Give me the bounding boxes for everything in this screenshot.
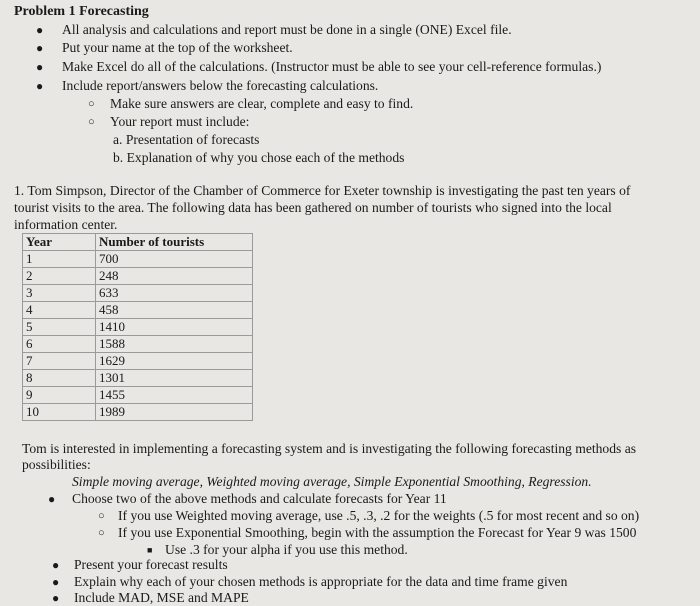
- bullet-icon: ●: [52, 591, 60, 605]
- year-cell: 1: [23, 251, 96, 268]
- tourists-cell: 700: [96, 251, 253, 268]
- alpha-note: Use .3 for your alpha if you use this method.: [165, 542, 408, 557]
- tourists-cell: 633: [96, 285, 253, 302]
- final-item: Include MAD, MSE and MAPE: [74, 590, 249, 605]
- header-year: Year: [23, 234, 96, 251]
- tourists-cell: 1989: [96, 404, 253, 421]
- report-item: a. Presentation of forecasts: [113, 132, 260, 147]
- circle-bullet-icon: ○: [88, 116, 95, 128]
- tourists-cell: 1301: [96, 370, 253, 387]
- report-item: b. Explanation of why you chose each of the methods: [113, 150, 405, 165]
- circle-bullet-icon: ○: [88, 98, 95, 110]
- table-row: [23, 353, 253, 370]
- table-row: [23, 404, 253, 421]
- question-line: 1. Tom Simpson, Director of the Chamber of Commerce for Exeter township is investigating the past ten years of: [14, 183, 631, 198]
- bullet-icon: ●: [52, 575, 60, 589]
- table-header-row: [23, 234, 253, 251]
- task-sub-item: If you use Exponential Smoothing, begin with the assumption the Forecast for Year 9 was 1500: [118, 525, 637, 540]
- problem-title: Problem 1 Forecasting: [14, 4, 149, 19]
- year-cell: 3: [23, 285, 96, 302]
- bullet-icon: ●: [36, 60, 44, 74]
- tourists-cell: 458: [96, 302, 253, 319]
- circle-bullet-icon: ○: [98, 527, 105, 539]
- bullet-icon: ●: [48, 492, 56, 506]
- table-row: [23, 285, 253, 302]
- tourists-cell: 248: [96, 268, 253, 285]
- task-sub-item: If you use Weighted moving average, use .5, .3, .2 for the weights (.5 for most recent and so on): [118, 508, 640, 523]
- circle-bullet-icon: ○: [98, 510, 105, 522]
- requirement-item: Include report/answers below the forecasting calculations.: [62, 78, 379, 93]
- table-row: [23, 268, 253, 285]
- question-line: tourist visits to the area. The following data has been gathered on number of tourists who signed into the local: [14, 200, 612, 215]
- year-cell: 6: [23, 336, 96, 353]
- year-cell: 2: [23, 268, 96, 285]
- year-cell: 5: [23, 319, 96, 336]
- tourists-cell: 1455: [96, 387, 253, 404]
- intro-line: possibilities:: [22, 457, 91, 472]
- bullet-icon: ●: [36, 41, 44, 55]
- table-row: [23, 319, 253, 336]
- tourists-cell: 1588: [96, 336, 253, 353]
- final-item: Explain why each of your chosen methods is appropriate for the data and time frame given: [74, 574, 568, 589]
- methods-line: Simple moving average, Weighted moving average, Simple Exponential Smoothing, Regression.: [72, 474, 592, 489]
- table-row: [23, 336, 253, 353]
- sub-requirement-item: Make sure answers are clear, complete and easy to find.: [110, 96, 414, 111]
- sub-requirement-item: Your report must include:: [110, 114, 250, 129]
- requirement-item: Put your name at the top of the worksheet.: [62, 40, 293, 55]
- final-item: Present your forecast results: [74, 557, 228, 572]
- table-row: [23, 302, 253, 319]
- square-bullet-icon: ■: [147, 545, 153, 555]
- bullet-icon: ●: [52, 558, 60, 572]
- year-cell: 7: [23, 353, 96, 370]
- requirement-item: All analysis and calculations and report must be done in a single (ONE) Excel file.: [62, 22, 512, 37]
- task-line: Choose two of the above methods and calculate forecasts for Year 11: [72, 491, 447, 506]
- table-row: [23, 370, 253, 387]
- table-row: [23, 387, 253, 404]
- tourists-cell: 1410: [96, 319, 253, 336]
- table-row: [23, 251, 253, 268]
- bullet-icon: ●: [36, 79, 44, 93]
- year-cell: 9: [23, 387, 96, 404]
- intro-line: Tom is interested in implementing a forecasting system and is investigating the following forecasting methods as: [22, 441, 637, 456]
- question-line: information center.: [14, 217, 118, 232]
- year-cell: 10: [23, 404, 96, 421]
- requirement-item: Make Excel do all of the calculations. (Instructor must be able to see your cell-reference formulas.): [62, 59, 602, 74]
- header-tourists: Number of tourists: [96, 234, 253, 251]
- year-cell: 4: [23, 302, 96, 319]
- year-cell: 8: [23, 370, 96, 387]
- tourist-data-table: [22, 233, 253, 421]
- tourists-cell: 1629: [96, 353, 253, 370]
- bullet-icon: ●: [36, 23, 44, 37]
